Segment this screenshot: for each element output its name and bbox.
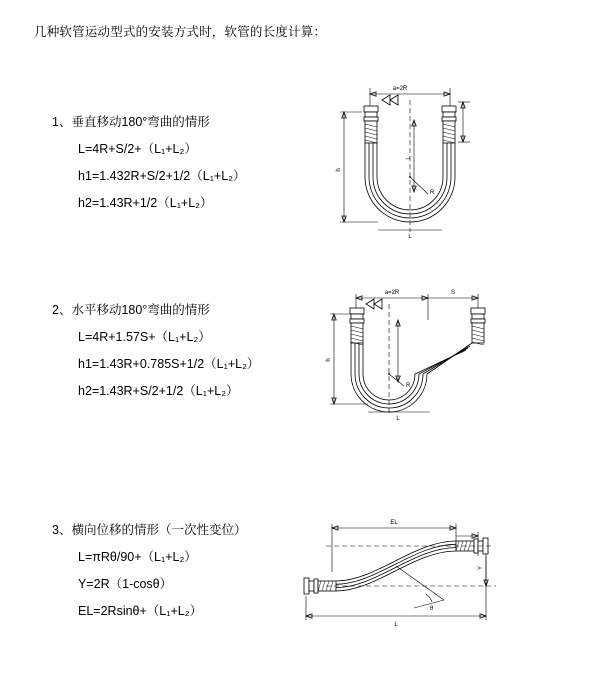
section-1-title: 1、垂直移动180°弯曲的情形: [52, 115, 210, 129]
svg-text:R: R: [430, 190, 435, 196]
svg-text:Y: Y: [478, 565, 484, 571]
vertical-180-bend-diagram: [318, 72, 498, 262]
svg-text:h: h: [336, 168, 342, 172]
section-1-formula-1: L=4R+S/2+（L₁+L₂）: [78, 142, 197, 156]
svg-text:a=2R: a=2R: [384, 290, 400, 296]
section-1-formula-3: h2=1.43R+1/2（L₁+L₂）: [78, 196, 213, 210]
section-3-formula-2: Y=2R（1-cosθ）: [78, 577, 173, 591]
section-2-formula-3: h2=1.43R+S/2+1/2（L₁+L₂）: [78, 384, 239, 398]
section-3-title: 3、横向位移的情形（一次性变位）: [52, 523, 247, 537]
section-3-text: [52, 520, 246, 628]
section-3-formula-3: EL=2Rsinθ+（L₁+L₂）: [78, 604, 203, 618]
svg-text:L: L: [394, 622, 398, 628]
section-1-formula-2: h1=1.432R+S/2+1/2（L₁+L₂）: [78, 169, 246, 183]
section-2-formula-1: L=4R+1.57S+（L₁+L₂）: [78, 330, 211, 344]
lateral-offset-diagram: [296, 510, 496, 640]
section-2-formula-2: h1=1.43R+0.785S+1/2（L₁+L₂）: [78, 357, 260, 371]
svg-text:L: L: [408, 234, 412, 240]
section-3-formula-1: L=πRθ/90+（L₁+L₂）: [78, 550, 197, 564]
section-2-text: [52, 300, 259, 408]
svg-text:h: h: [326, 358, 332, 362]
svg-text:S: S: [450, 290, 456, 296]
svg-text:R: R: [406, 383, 411, 389]
horizontal-180-bend-diagram: [318, 286, 508, 436]
section-2-title: 2、水平移动180°弯曲的情形: [52, 303, 210, 317]
svg-text:L: L: [406, 156, 412, 160]
svg-text:a=2R: a=2R: [392, 86, 408, 92]
page-title: 几种软管运动型式的安装方式时，软管的长度计算：: [34, 25, 327, 39]
svg-text:EL: EL: [390, 520, 398, 526]
svg-text:L: L: [396, 416, 400, 422]
svg-text:θ: θ: [430, 606, 434, 612]
section-1-text: [52, 112, 246, 220]
